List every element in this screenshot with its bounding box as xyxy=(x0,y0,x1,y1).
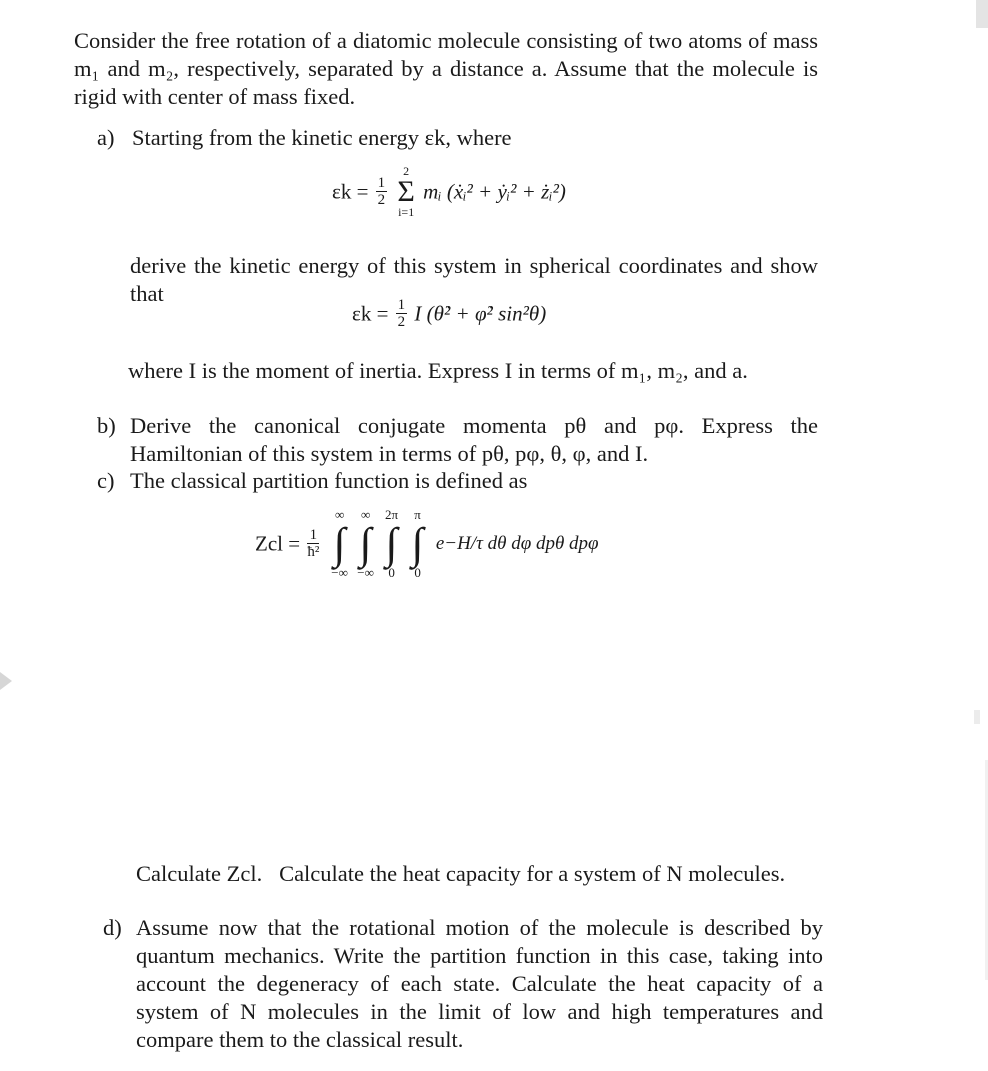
integral-3-lower: 0 xyxy=(388,565,395,580)
eq1-lhs: εk = xyxy=(332,179,369,204)
integral-2-lower: −∞ xyxy=(357,565,374,580)
integral-3 xyxy=(379,508,405,580)
sum-lower-limit: i=1 xyxy=(398,205,415,219)
kinetic-energy-cartesian-equation xyxy=(332,165,752,235)
integral-1-upper: ∞ xyxy=(334,507,345,522)
integral-3-symbol: ∫ xyxy=(385,519,398,568)
integral-2-upper: ∞ xyxy=(360,507,371,522)
eq2-body: I (θ̇² + φ̇² sin²θ) xyxy=(414,301,547,326)
integral-4 xyxy=(405,508,431,580)
eq1-fraction xyxy=(376,175,388,209)
part-a-label: a) xyxy=(97,125,115,150)
eq2-fraction xyxy=(396,297,408,331)
part-b-label: b) xyxy=(97,413,116,438)
eq3-frac-num: 1 xyxy=(307,527,319,544)
edge-shadow xyxy=(976,0,988,28)
eq3-frac-den: ħ² xyxy=(307,544,320,560)
kinetic-energy-spherical-equation xyxy=(352,297,652,347)
integral-4-lower: 0 xyxy=(414,565,421,580)
intro-paragraph: Consider the free rotation of a diatomic molecule consisting of two atoms of mass m₁ and m₂, respectively, separated by a distance a. Assume that the molecule is rigid with center of mass fixed. xyxy=(74,28,818,109)
integral-2-symbol: ∫ xyxy=(359,519,372,568)
edge-shadow xyxy=(0,672,12,690)
eq2-frac-num: 1 xyxy=(397,297,406,313)
eq2-frac-den: 2 xyxy=(397,314,406,330)
part-a-text1: Starting from the kinetic energy εk, where xyxy=(132,125,512,150)
part-d-label: d) xyxy=(103,915,122,940)
sum-operator xyxy=(397,165,414,219)
part-b-text: Derive the canonical conjugate momenta pθ and pφ. Express the Hamiltonian of this system in terms of pθ, pφ, θ, φ, and I. xyxy=(130,413,818,466)
integral-1-lower: −∞ xyxy=(331,565,348,580)
eq1-frac-num: 1 xyxy=(377,175,386,191)
integral-1-symbol: ∫ xyxy=(333,519,346,568)
part-c-text2: Calculate Zcl. Calculate the heat capacity for a system of N molecules. xyxy=(136,861,786,886)
sum-symbol: Σ xyxy=(397,175,415,208)
partition-function-equation xyxy=(255,508,715,598)
integral-3-upper: 2π xyxy=(385,507,399,522)
eq1-frac-den: 2 xyxy=(377,192,386,208)
part-a-text3: where I is the moment of inertia. Express I in terms of m₁, m₂, and a. xyxy=(128,358,748,383)
part-c-label: c) xyxy=(97,468,115,493)
integral-4-upper: π xyxy=(414,507,421,522)
integral-4-symbol: ∫ xyxy=(411,519,424,568)
eq3-fraction xyxy=(307,527,319,561)
eq3-lhs: Zcl = xyxy=(255,531,301,556)
integral-2 xyxy=(353,508,379,580)
eq2-lhs: εk = xyxy=(352,301,389,326)
sum-upper-limit: 2 xyxy=(403,164,410,178)
eq3-body: e−H/τ dθ dφ dpθ dpφ xyxy=(435,533,599,554)
integral-1 xyxy=(327,508,353,580)
eq1-body: mᵢ (ẋᵢ² + ẏᵢ² + żᵢ²) xyxy=(423,179,566,204)
part-d-text: Assume now that the rotational motion of the molecule is described by quantum mechanics. Write the partition function in this case, taking into account the degeneracy of each state. Calculate the heat capacity of a system of N molecules in the limit of low and high temperatures and compare them to the classical result. xyxy=(136,915,823,1052)
part-a-text2: derive the kinetic energy of this system in spherical coordinates and show that xyxy=(130,253,818,306)
edge-shadow xyxy=(974,710,980,724)
part-c-text1: The classical partition function is defined as xyxy=(130,468,528,493)
